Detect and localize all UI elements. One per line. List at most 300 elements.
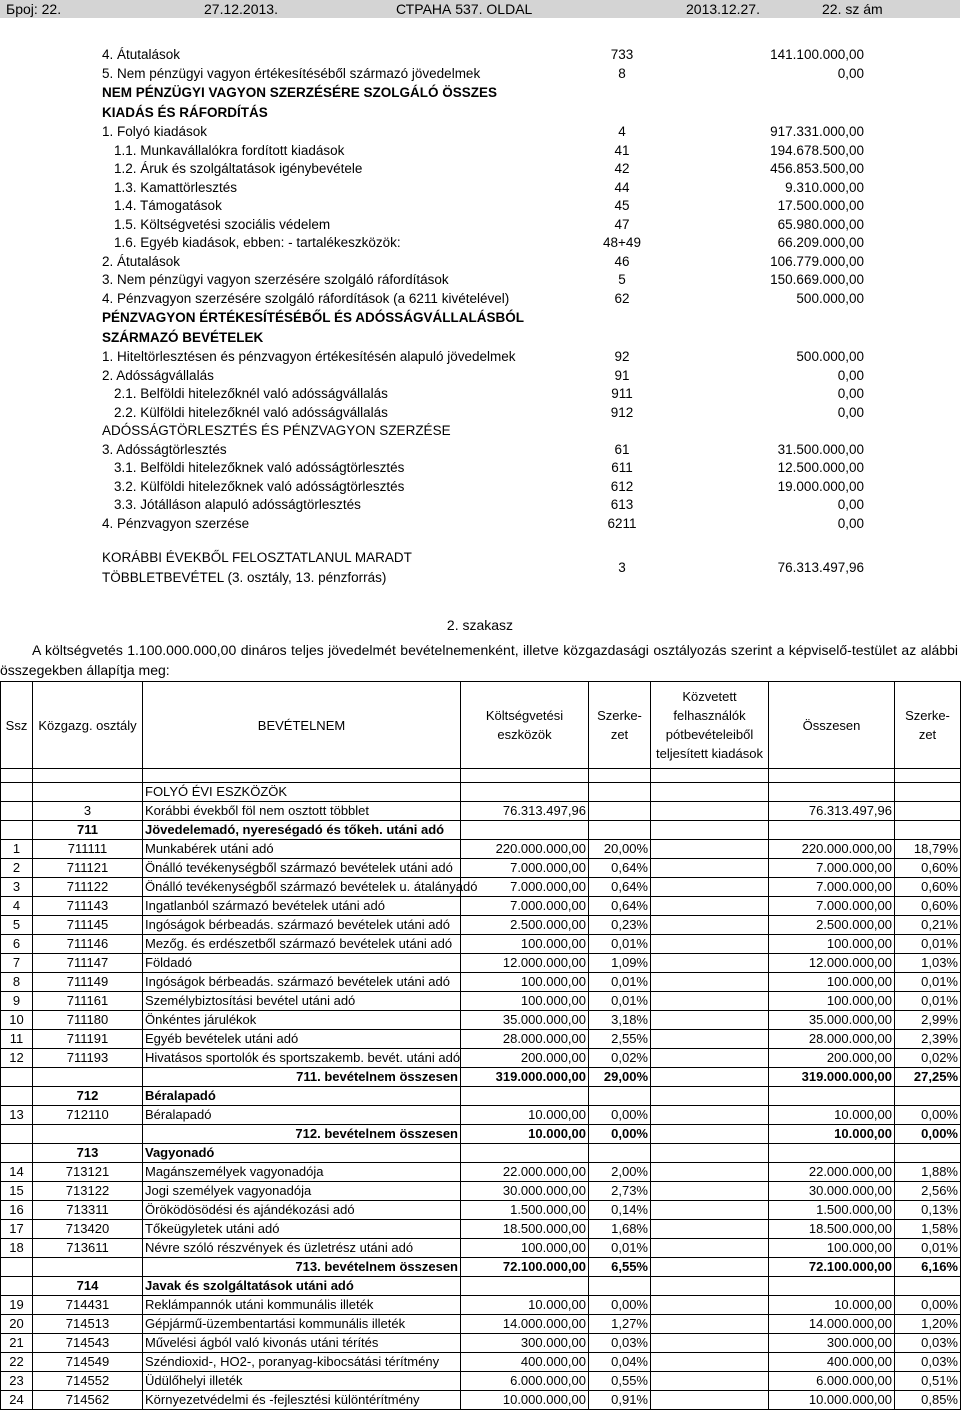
summary-code: 733 bbox=[610, 47, 634, 62]
subtotal-ossz: 319.000.000,00 bbox=[769, 1068, 895, 1087]
summary-label: NEM PÉNZÜGYI VAGYON SZERZÉSÉRE SZOLGÁLÓ ÖSSZES KIADÁS ÉS RÁFORDÍTÁS bbox=[102, 85, 498, 120]
revenue-table-header bbox=[1, 682, 961, 769]
summary-label: 2. Adósságvállalás bbox=[102, 367, 214, 383]
row-s1: 1,68% bbox=[589, 1220, 651, 1239]
row-kv: 7.000.000,00 bbox=[461, 859, 589, 878]
row-kv: 30.000.000,00 bbox=[461, 1182, 589, 1201]
row-s2: 0,60% bbox=[895, 897, 961, 916]
group-name: Vagyonadó bbox=[143, 1144, 461, 1163]
table-row bbox=[1, 1334, 961, 1353]
row-kf bbox=[651, 916, 769, 935]
row-ssz: 17 bbox=[1, 1220, 33, 1239]
row-kf bbox=[651, 1030, 769, 1049]
row-name: Ingatlanból származó bevételek utáni adó bbox=[143, 897, 461, 916]
row-kf bbox=[651, 1353, 769, 1372]
table-group-row bbox=[1, 1144, 961, 1163]
row-kf bbox=[651, 1296, 769, 1315]
empty-cell bbox=[589, 821, 651, 840]
summary-amount: 500.000,00 bbox=[796, 349, 864, 364]
row-kv: 22.000.000,00 bbox=[461, 1163, 589, 1182]
row-code: 713122 bbox=[33, 1182, 143, 1201]
row-code: 711111 bbox=[33, 840, 143, 859]
row-kf bbox=[651, 1334, 769, 1353]
table-row bbox=[1, 1163, 961, 1182]
row-ossz: 10.000,00 bbox=[769, 1296, 895, 1315]
subtotal-kv: 72.100.000,00 bbox=[461, 1258, 589, 1277]
summary-code: 613 bbox=[610, 497, 634, 512]
row-s1: 2,73% bbox=[589, 1182, 651, 1201]
empty-cell bbox=[769, 1277, 895, 1296]
table-row bbox=[1, 897, 961, 916]
summary-amount: 0,00 bbox=[837, 404, 864, 420]
table-group-row bbox=[1, 1087, 961, 1106]
row-kf bbox=[651, 897, 769, 916]
empty-cell bbox=[461, 1144, 589, 1163]
code-cell bbox=[33, 1258, 143, 1277]
col-koltsegvetesi: Költségvetési eszközök bbox=[461, 682, 589, 769]
row-kf bbox=[651, 992, 769, 1011]
row-kf bbox=[651, 1239, 769, 1258]
row-name: Béralapadó bbox=[143, 1106, 461, 1125]
empty-cell bbox=[895, 1144, 961, 1163]
row-code: 714543 bbox=[33, 1334, 143, 1353]
empty-cell bbox=[589, 1144, 651, 1163]
table-group-row bbox=[1, 821, 961, 840]
table-row bbox=[1, 1201, 961, 1220]
subtotal-s2: 6,16% bbox=[895, 1258, 961, 1277]
row-ssz: 16 bbox=[1, 1201, 33, 1220]
empty-cell bbox=[895, 821, 961, 840]
summary-label: 1. Hiteltörlesztésen és pénzvagyon értékesítésén alapuló jövedelmek bbox=[102, 349, 516, 364]
row-s1: 0,14% bbox=[589, 1201, 651, 1220]
group-name: Béralapadó bbox=[143, 1087, 461, 1106]
row-ossz: 7.000.000,00 bbox=[769, 859, 895, 878]
summary-label: 1.2. Áruk és szolgáltatások igénybevétele bbox=[114, 161, 363, 176]
row-kv: 35.000.000,00 bbox=[461, 1011, 589, 1030]
empty-cell bbox=[589, 1087, 651, 1106]
summary-amount: 0,00 bbox=[837, 515, 864, 531]
row-s1: 0,64% bbox=[589, 859, 651, 878]
subtotal-s1: 6,55% bbox=[589, 1258, 651, 1277]
row-name: Ingóságok bérbeadás. származó bevételek utáni adó bbox=[143, 973, 461, 992]
table-row bbox=[1, 1106, 961, 1125]
summary-amount: 66.209.000,00 bbox=[777, 235, 864, 250]
col-osszesen: Összesen bbox=[769, 682, 895, 769]
row-s2: 0,00% bbox=[895, 1106, 961, 1125]
header-issue-label: Број: 22. bbox=[6, 1, 62, 17]
summary-label: 2.2. Külföldi hitelezőknél való adósságvállalás bbox=[114, 404, 388, 420]
row-s1: 0,23% bbox=[589, 916, 651, 935]
subtotal-kv: 319.000.000,00 bbox=[461, 1068, 589, 1087]
header-date-2: 2013.12.27. bbox=[686, 1, 760, 17]
row-name: Önálló tevékenységből származó bevételek utáni adó bbox=[143, 859, 461, 878]
summary-label: 3. Adósságtörlesztés bbox=[102, 441, 227, 457]
summary-amount: 500.000,00 bbox=[796, 290, 864, 306]
row-s1: 3,18% bbox=[589, 1011, 651, 1030]
row-name: Ingóságok bérbeadás. származó bevételek utáni adó bbox=[143, 916, 461, 935]
group-code: 714 bbox=[33, 1277, 143, 1296]
empty-cell bbox=[651, 1087, 769, 1106]
empty-cell bbox=[461, 1277, 589, 1296]
row-s1: 0,04% bbox=[589, 1353, 651, 1372]
col-szerkezet-2: Szerke-zet bbox=[895, 682, 961, 769]
row-ossz: 7.000.000,00 bbox=[769, 897, 895, 916]
row-kv: 6.000.000,00 bbox=[461, 1372, 589, 1391]
empty-cell bbox=[589, 783, 651, 802]
section-label: FOLYÓ ÉVI ESZKÖZÖK bbox=[143, 783, 461, 802]
row-kf bbox=[651, 1049, 769, 1068]
summary-code: 47 bbox=[614, 216, 630, 232]
row-kf bbox=[651, 1106, 769, 1125]
row-s2: 0,02% bbox=[895, 1049, 961, 1068]
summary-code: 91 bbox=[614, 367, 630, 383]
subtotal-s2: 27,25% bbox=[895, 1068, 961, 1087]
row-code: 713121 bbox=[33, 1163, 143, 1182]
row-ossz: 2.500.000,00 bbox=[769, 916, 895, 935]
summary-amount: 150.669.000,00 bbox=[770, 272, 864, 287]
row-code: 711147 bbox=[33, 954, 143, 973]
summary-amount: 12.500.000,00 bbox=[777, 460, 864, 475]
summary-amount: 17.500.000,00 bbox=[777, 198, 864, 213]
row-code: 3 bbox=[33, 802, 143, 821]
row-name: Gépjármű-üzembentartási kommunális illeték bbox=[143, 1315, 461, 1334]
header-date: 27.12.2013. bbox=[204, 1, 278, 17]
row-kv: 100.000,00 bbox=[461, 935, 589, 954]
row-ossz: 10.000,00 bbox=[769, 1106, 895, 1125]
row-ossz: 12.000.000,00 bbox=[769, 954, 895, 973]
summary-label: 1.5. Költségvetési szociális védelem bbox=[114, 216, 331, 232]
row-ssz: 21 bbox=[1, 1334, 33, 1353]
row-ssz: 4 bbox=[1, 897, 33, 916]
summary-label: PÉNZVAGYON ÉRTÉKESÍTÉSÉBŐL ÉS ADÓSSÁGVÁLLALÁSBÓL SZÁRMAZÓ BEVÉTELEK bbox=[102, 310, 524, 345]
row-name: Önálló tevékenységből származó bevételek u. átalányadó bbox=[143, 878, 461, 897]
summary-code: 92 bbox=[614, 349, 630, 364]
row-kf bbox=[651, 859, 769, 878]
subtotal-label: 712. bevételnem összesen bbox=[143, 1125, 461, 1144]
row-code: 713611 bbox=[33, 1239, 143, 1258]
ssz-cell bbox=[1, 1125, 33, 1144]
table-row bbox=[1, 1182, 961, 1201]
table-row bbox=[1, 859, 961, 878]
summary-label: KORÁBBI ÉVEKBŐL FELOSZTATLANUL MARADT TÖBBLETBEVÉTEL (3. osztály, 13. pénzforrás) bbox=[102, 550, 412, 585]
group-name: Jövedelemadó, nyereségadó és tőkeh. utáni adó bbox=[143, 821, 461, 840]
row-kv: 10.000,00 bbox=[461, 1296, 589, 1315]
empty-cell bbox=[651, 821, 769, 840]
row-s2: 1,03% bbox=[895, 954, 961, 973]
row-name: Munkabérek utáni adó bbox=[143, 840, 461, 859]
ssz-cell bbox=[1, 783, 33, 802]
row-name: Mezőg. és erdészetből származó bevételek utáni adó bbox=[143, 935, 461, 954]
subtotal-kv: 10.000,00 bbox=[461, 1125, 589, 1144]
summary-code: 48+49 bbox=[603, 235, 641, 250]
subtotal-label: 711. bevételnem összesen bbox=[143, 1068, 461, 1087]
empty-cell bbox=[1, 769, 33, 783]
summary-amount: 9.310.000,00 bbox=[785, 179, 864, 195]
ssz-cell bbox=[1, 1068, 33, 1087]
row-kf bbox=[651, 973, 769, 992]
row-s2: 0,60% bbox=[895, 878, 961, 897]
summary-label: 3.1. Belföldi hitelezőknek való adósságtörlesztés bbox=[114, 460, 405, 475]
page-header bbox=[0, 0, 960, 18]
summary-amount: 0,00 bbox=[837, 386, 864, 401]
row-ossz: 100.000,00 bbox=[769, 992, 895, 1011]
row-ssz: 11 bbox=[1, 1030, 33, 1049]
row-s2: 1,58% bbox=[895, 1220, 961, 1239]
row-ossz: 100.000,00 bbox=[769, 1239, 895, 1258]
row-name: Személybiztosítási bevétel utáni adó bbox=[143, 992, 461, 1011]
group-code: 713 bbox=[33, 1144, 143, 1163]
row-ssz: 12 bbox=[1, 1049, 33, 1068]
row-s2: 0,01% bbox=[895, 992, 961, 1011]
subtotal-ossz: 72.100.000,00 bbox=[769, 1258, 895, 1277]
empty-cell bbox=[461, 783, 589, 802]
row-ssz: 1 bbox=[1, 840, 33, 859]
row-ssz bbox=[1, 802, 33, 821]
row-s2: 2,56% bbox=[895, 1182, 961, 1201]
empty-cell bbox=[589, 1277, 651, 1296]
row-kf bbox=[651, 1163, 769, 1182]
row-kv: 300.000,00 bbox=[461, 1334, 589, 1353]
row-kv: 2.500.000,00 bbox=[461, 916, 589, 935]
table-row bbox=[1, 1049, 961, 1068]
row-s2: 18,79% bbox=[895, 840, 961, 859]
row-ossz: 28.000.000,00 bbox=[769, 1030, 895, 1049]
row-name: Jogi személyek vagyonadója bbox=[143, 1182, 461, 1201]
header-page: СТРАНА 537. OLDAL bbox=[396, 1, 533, 17]
row-ssz: 22 bbox=[1, 1353, 33, 1372]
row-kf bbox=[651, 802, 769, 821]
empty-cell bbox=[461, 821, 589, 840]
row-code: 714513 bbox=[33, 1315, 143, 1334]
row-ossz: 200.000,00 bbox=[769, 1049, 895, 1068]
row-s1: 0,64% bbox=[589, 897, 651, 916]
table-subtotal-row bbox=[1, 1068, 961, 1087]
row-kv: 18.500.000,00 bbox=[461, 1220, 589, 1239]
row-code: 713311 bbox=[33, 1201, 143, 1220]
row-kv: 100.000,00 bbox=[461, 973, 589, 992]
summary-amount: 0,00 bbox=[837, 497, 864, 512]
table-row bbox=[1, 1372, 961, 1391]
summary-code: 62 bbox=[614, 290, 630, 306]
col-kozgazg: Közgazg. osztály bbox=[33, 682, 143, 769]
empty-cell bbox=[895, 783, 961, 802]
table-row bbox=[1, 954, 961, 973]
summary-amount: 194.678.500,00 bbox=[770, 142, 864, 158]
row-s2 bbox=[895, 802, 961, 821]
row-s1: 0,02% bbox=[589, 1049, 651, 1068]
group-code: 712 bbox=[33, 1087, 143, 1106]
subtotal-kf bbox=[651, 1258, 769, 1277]
empty-cell bbox=[769, 769, 895, 783]
row-kv: 10.000.000,00 bbox=[461, 1391, 589, 1410]
row-ssz: 19 bbox=[1, 1296, 33, 1315]
row-kf bbox=[651, 954, 769, 973]
empty-cell bbox=[651, 783, 769, 802]
subtotal-s2: 0,00% bbox=[895, 1125, 961, 1144]
table-row bbox=[1, 1011, 961, 1030]
row-code: 711121 bbox=[33, 859, 143, 878]
col-szerkezet-1: Szerke-zet bbox=[589, 682, 651, 769]
row-name: Egyéb bevételek utáni adó bbox=[143, 1030, 461, 1049]
summary-amount: 31.500.000,00 bbox=[777, 441, 864, 457]
summary-code: 911 bbox=[611, 386, 633, 401]
group-code: 711 bbox=[33, 821, 143, 840]
row-kv: 400.000,00 bbox=[461, 1353, 589, 1372]
row-ssz: 10 bbox=[1, 1011, 33, 1030]
summary-code: 6211 bbox=[607, 515, 637, 531]
row-kf bbox=[651, 1391, 769, 1410]
row-s2: 1,20% bbox=[895, 1315, 961, 1334]
row-ossz: 400.000,00 bbox=[769, 1353, 895, 1372]
row-kv: 7.000.000,00 bbox=[461, 878, 589, 897]
empty-cell bbox=[143, 769, 461, 783]
row-s2: 0,01% bbox=[895, 935, 961, 954]
empty-cell bbox=[895, 1277, 961, 1296]
summary-label: ADÓSSÁGTÖRLESZTÉS ÉS PÉNZVAGYON SZERZÉSE bbox=[102, 423, 451, 438]
row-name: Korábbi évekből föl nem osztott többlet bbox=[143, 802, 461, 821]
row-ssz: 7 bbox=[1, 954, 33, 973]
empty-cell bbox=[769, 1087, 895, 1106]
summary-amount: 141.100.000,00 bbox=[770, 47, 864, 62]
section-intro-text: A költségvetés 1.100.000.000,00 dináros teljes jövedelmét bevételnemenként, illetve közgazdasági osztályozás szerint a képviselő-testület az alábbi összegekben állapítja meg: bbox=[0, 642, 958, 678]
row-code: 714562 bbox=[33, 1391, 143, 1410]
row-ossz: 100.000,00 bbox=[769, 973, 895, 992]
row-ossz: 6.000.000,00 bbox=[769, 1372, 895, 1391]
row-s1: 0,01% bbox=[589, 973, 651, 992]
row-ossz: 300.000,00 bbox=[769, 1334, 895, 1353]
row-s1: 0,01% bbox=[589, 992, 651, 1011]
row-kf bbox=[651, 840, 769, 859]
row-ssz: 5 bbox=[1, 916, 33, 935]
row-ssz: 15 bbox=[1, 1182, 33, 1201]
row-code: 711191 bbox=[33, 1030, 143, 1049]
row-s1: 0,03% bbox=[589, 1334, 651, 1353]
table-row bbox=[1, 973, 961, 992]
summary-amount: 19.000.000,00 bbox=[777, 478, 864, 494]
row-s1: 0,55% bbox=[589, 1372, 651, 1391]
summary-label: 3. Nem pénzügyi vagyon szerzésére szolgáló ráfordítások bbox=[102, 272, 449, 287]
row-ssz: 13 bbox=[1, 1106, 33, 1125]
table-row bbox=[1, 802, 961, 821]
section-title: 2. szakasz bbox=[446, 617, 514, 633]
row-kv: 14.000.000,00 bbox=[461, 1315, 589, 1334]
row-kv: 200.000,00 bbox=[461, 1049, 589, 1068]
table-row bbox=[1, 1220, 961, 1239]
row-ossz: 30.000.000,00 bbox=[769, 1182, 895, 1201]
summary-label: 4. Átutalások bbox=[102, 47, 181, 62]
row-s2: 2,39% bbox=[895, 1030, 961, 1049]
row-s1: 0,00% bbox=[589, 1106, 651, 1125]
summary-label: 3.2. Külföldi hitelezőknek való adósságtörlesztés bbox=[114, 478, 405, 494]
table-row bbox=[1, 1315, 961, 1334]
row-code: 711180 bbox=[33, 1011, 143, 1030]
row-s1: 0,01% bbox=[589, 935, 651, 954]
row-code: 711146 bbox=[33, 935, 143, 954]
row-code: 714552 bbox=[33, 1372, 143, 1391]
summary-label: 4. Pénzvagyon szerzésére szolgáló ráfordítások (a 6211 kivételével) bbox=[102, 290, 510, 306]
row-kf bbox=[651, 1315, 769, 1334]
summary-code: 61 bbox=[614, 441, 630, 457]
row-kv: 12.000.000,00 bbox=[461, 954, 589, 973]
row-s2: 1,88% bbox=[895, 1163, 961, 1182]
row-name: Széndioxid-, HO2-, poranyag-kibocsátási térítmény bbox=[143, 1353, 461, 1372]
row-kv: 220.000.000,00 bbox=[461, 840, 589, 859]
summary-code: 3 bbox=[618, 560, 626, 575]
row-s2: 0,85% bbox=[895, 1391, 961, 1410]
summary-code: 611 bbox=[611, 460, 633, 475]
row-name: Névre szóló részvények és üzletrész utáni adó bbox=[143, 1239, 461, 1258]
summary-code: 612 bbox=[610, 478, 634, 494]
table-row bbox=[1, 916, 961, 935]
row-ssz: 2 bbox=[1, 859, 33, 878]
code-cell bbox=[33, 1125, 143, 1144]
row-s2: 0,13% bbox=[895, 1201, 961, 1220]
empty-cell bbox=[769, 783, 895, 802]
table-row bbox=[1, 878, 961, 897]
summary-code: 912 bbox=[610, 404, 634, 420]
row-kf bbox=[651, 1011, 769, 1030]
subtotal-s1: 0,00% bbox=[589, 1125, 651, 1144]
subtotal-ossz: 10.000,00 bbox=[769, 1125, 895, 1144]
row-s2: 0,00% bbox=[895, 1296, 961, 1315]
empty-cell bbox=[651, 1144, 769, 1163]
summary-code: 8 bbox=[618, 65, 626, 81]
row-ossz: 35.000.000,00 bbox=[769, 1011, 895, 1030]
row-name: Reklámpannók utáni kommunális illeték bbox=[143, 1296, 461, 1315]
row-code: 711161 bbox=[33, 992, 143, 1011]
row-code: 711143 bbox=[33, 897, 143, 916]
row-ossz: 18.500.000,00 bbox=[769, 1220, 895, 1239]
group-name: Javak és szolgáltatások utáni adó bbox=[143, 1277, 461, 1296]
empty-cell bbox=[769, 821, 895, 840]
code-cell bbox=[33, 783, 143, 802]
summary-label: 1. Folyó kiadások bbox=[102, 124, 208, 139]
row-kf bbox=[651, 1372, 769, 1391]
row-code: 711122 bbox=[33, 878, 143, 897]
row-s2: 0,51% bbox=[895, 1372, 961, 1391]
code-cell bbox=[33, 1068, 143, 1087]
row-s1: 0,91% bbox=[589, 1391, 651, 1410]
table-row bbox=[1, 1296, 961, 1315]
summary-code: 4 bbox=[618, 124, 626, 139]
row-name: Hivatásos sportolók és sportszakemb. bevét. utáni adó bbox=[143, 1049, 461, 1068]
row-kv: 100.000,00 bbox=[461, 992, 589, 1011]
ssz-cell bbox=[1, 1087, 33, 1106]
empty-cell bbox=[895, 769, 961, 783]
summary-label: 2.1. Belföldi hitelezőknél való adósságvállalás bbox=[114, 386, 388, 401]
ssz-cell bbox=[1, 821, 33, 840]
col-kozvetett: Közvetett felhasználók pótbevételeiből teljesített kiadások bbox=[651, 682, 769, 769]
row-s1: 20,00% bbox=[589, 840, 651, 859]
table-group-row bbox=[1, 1277, 961, 1296]
header-issue-number: 22. sz ám bbox=[822, 1, 883, 17]
empty-cell bbox=[589, 769, 651, 783]
row-ssz: 6 bbox=[1, 935, 33, 954]
row-kv: 10.000,00 bbox=[461, 1106, 589, 1125]
row-s2: 0,01% bbox=[895, 973, 961, 992]
summary-amount: 0,00 bbox=[837, 367, 864, 383]
row-ssz: 8 bbox=[1, 973, 33, 992]
row-s1: 2,00% bbox=[589, 1163, 651, 1182]
empty-cell bbox=[461, 1087, 589, 1106]
table-row bbox=[1, 1030, 961, 1049]
row-name: Önkéntes járulékok bbox=[143, 1011, 461, 1030]
empty-cell bbox=[895, 1087, 961, 1106]
table-row bbox=[1, 840, 961, 859]
row-ossz: 14.000.000,00 bbox=[769, 1315, 895, 1334]
subtotal-kf bbox=[651, 1068, 769, 1087]
table-subtotal-row bbox=[1, 1125, 961, 1144]
